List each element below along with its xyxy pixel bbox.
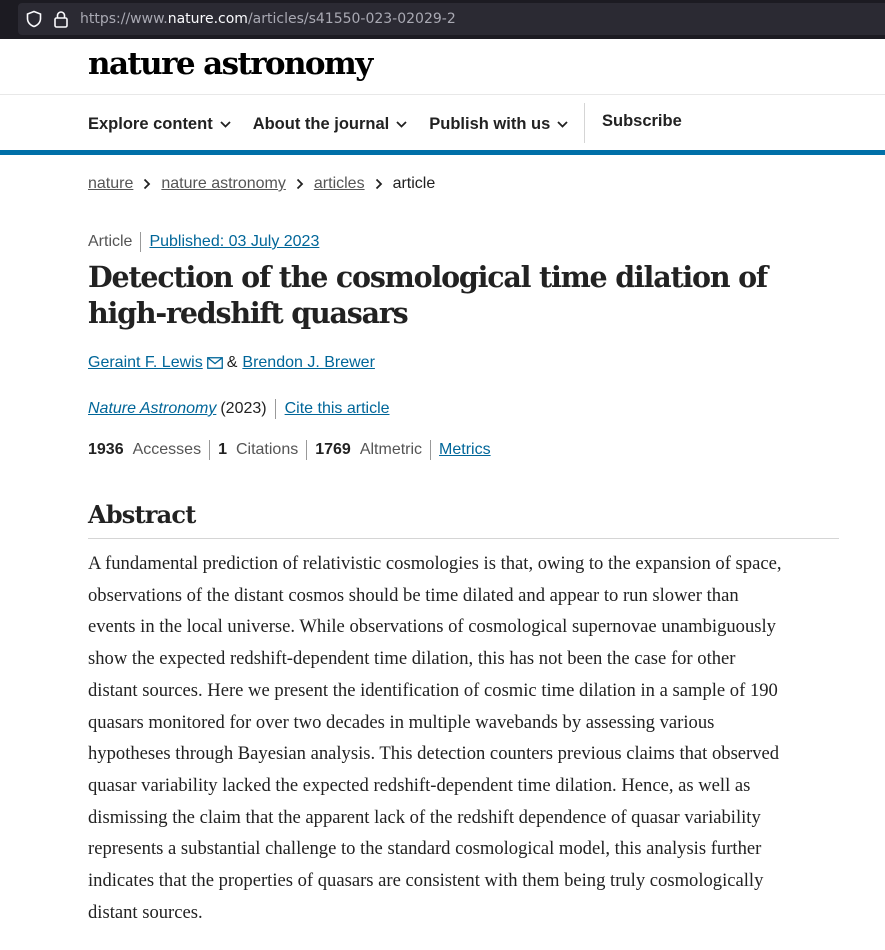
abstract-line: hypotheses through Bayesian analysis. This detection counters previous claims that observed (88, 743, 780, 765)
chevron-down-icon (557, 121, 568, 128)
chevron-right-icon (143, 178, 151, 190)
author-link-geraint-lewis[interactable]: Geraint F. Lewis (88, 354, 203, 371)
abstract-divider (88, 538, 839, 539)
abstract-line: indicates that the properties of quasars are consistent with them being truly cosmologically (88, 870, 764, 892)
abstract-line: distant sources. (88, 901, 203, 923)
url-host: nature.com (167, 11, 248, 27)
browser-toolbar (0, 0, 885, 39)
nav-item-label: Publish with us (429, 114, 551, 133)
abstract-line: quasars monitored for over two decades in multiple wavebands by assessing various (88, 711, 715, 733)
metric-citations (218, 440, 307, 460)
abstract-heading: Abstract (88, 500, 196, 529)
nav-about-the-journal[interactable] (253, 115, 408, 134)
journal-logo[interactable]: nature astronomy (88, 46, 372, 82)
chevron-right-icon (375, 178, 383, 190)
header-divider (0, 94, 885, 95)
abstract-line: events in the local universe. While observations of cosmological supernovae unambiguously (88, 616, 776, 638)
abstract-body (88, 548, 848, 928)
url-path: /articles/s41550-023-02029-2 (247, 11, 456, 27)
url-text[interactable] (80, 10, 456, 28)
journal-name-link[interactable]: Nature Astronomy (88, 400, 217, 417)
author-list (88, 354, 375, 372)
breadcrumb-link-nature[interactable]: nature (88, 175, 134, 192)
tracking-protection-shield-icon[interactable] (25, 10, 43, 28)
metric-label: Citations (235, 441, 299, 458)
article-type: Article (88, 232, 141, 252)
metrics-link[interactable]: Metrics (439, 441, 491, 458)
abstract-line: show the expected redshift-dependent time dilation, this has not been the case for other (88, 648, 736, 670)
email-icon[interactable] (207, 357, 223, 369)
chevron-down-icon (220, 121, 231, 128)
breadcrumb-link-articles[interactable]: articles (313, 175, 365, 192)
article-title: Detection of the cosmological time dilation of high-redshift quasars (88, 260, 767, 330)
nav-divider (584, 103, 585, 143)
abstract-line: distant sources. Here we present the identification of cosmic time dilation in a sample of 190 (88, 679, 778, 701)
metric-accesses (88, 440, 210, 460)
breadcrumb-current: article (392, 175, 436, 192)
cite-this-article-link[interactable]: Cite this article (284, 400, 390, 417)
chevron-down-icon (396, 121, 407, 128)
nav-subscribe[interactable]: Subscribe (602, 112, 682, 130)
published-date-link[interactable]: Published: 03 July 2023 (149, 233, 320, 250)
lock-icon[interactable] (53, 10, 69, 28)
metric-value: 1936 (88, 441, 124, 458)
chevron-right-icon (296, 178, 304, 190)
abstract-line: dismissing the claim that the apparent lack of the redshift dependence of quasar variability (88, 806, 761, 828)
publication-year: (2023) (220, 399, 275, 419)
abstract-line: A fundamental prediction of relativistic cosmologies is that, owing to the expansion of space, (88, 553, 782, 574)
article-meta (88, 232, 319, 252)
author-link-brendon-brewer[interactable]: Brendon J. Brewer (242, 354, 375, 371)
author-separator: & (226, 354, 238, 371)
main-nav (88, 104, 590, 144)
nav-item-label: About the journal (252, 114, 390, 133)
metric-value: 1769 (315, 441, 351, 458)
metric-value: 1 (218, 441, 227, 458)
abstract-line: observations of the distant cosmos should be time dilated and appear to run slower than (88, 584, 739, 606)
breadcrumb (88, 175, 435, 193)
breadcrumb-link-nature-astronomy[interactable]: nature astronomy (161, 175, 286, 192)
nav-item-label: Explore content (88, 114, 213, 133)
nav-publish-with-us[interactable] (429, 115, 568, 134)
url-prefix: https://www. (80, 11, 168, 27)
metric-altmetric (315, 440, 431, 460)
accent-bar (0, 150, 885, 155)
nav-explore-content[interactable] (88, 115, 231, 134)
article-metrics (88, 440, 491, 460)
abstract-line: represents a substantial challenge to the standard cosmological model, this analysis further (88, 838, 762, 860)
metric-label: Altmetric (359, 441, 423, 458)
journal-citation-row (88, 399, 390, 419)
abstract-line: quasar variability lacked the expected redshift-dependent time dilation. Hence, as well as (88, 774, 751, 796)
metric-label: Accesses (132, 441, 202, 458)
